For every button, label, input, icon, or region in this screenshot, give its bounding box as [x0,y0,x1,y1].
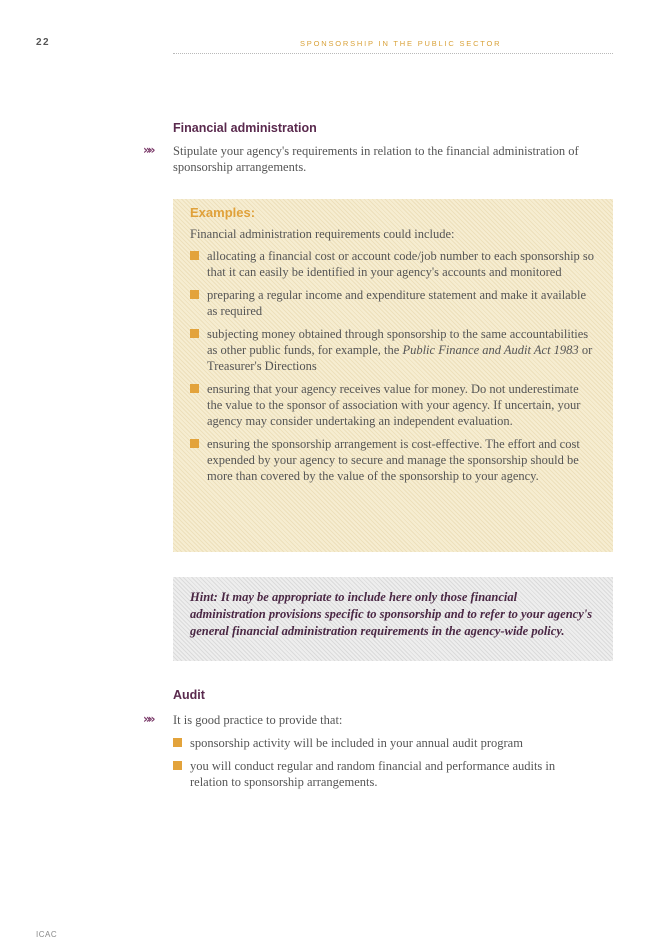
square-bullet-icon [190,251,199,260]
audit-intro-paragraph: It is good practice to provide that: [173,713,343,727]
examples-list [190,248,595,484]
financial-intro-paragraph: Stipulate your agency's requirements in relation to the financial administration of sponsorship arrangements. [173,144,579,174]
audit-heading: Audit [173,688,205,702]
list-item-text: preparing a regular income and expenditure statement and make it available as required [207,288,587,318]
examples-box [173,199,613,552]
double-chevron-icon: »» [143,143,153,157]
list-item [190,326,595,374]
footer-logo-text: ICAC [36,930,58,939]
list-item-text: subjecting money obtained through sponsorship to the same accountabilities as other public funds, for example, the [207,327,589,357]
header-divider [173,53,613,54]
square-bullet-icon [190,329,199,338]
audit-list [173,735,593,797]
square-bullet-icon [190,384,199,393]
double-chevron-icon: »» [143,712,153,726]
list-item-text: you will conduct regular and random financial and performance audits in relation to sponsorship arrangements. [190,759,556,789]
list-item [190,248,595,280]
page-number: 22 [36,37,51,48]
square-bullet-icon [190,439,199,448]
list-item [173,758,593,790]
list-item-text-end: or Treasurer's Directions [207,343,593,373]
list-item [190,287,595,319]
square-bullet-icon [173,761,182,770]
square-bullet-icon [190,290,199,299]
list-item-text: sponsorship activity will be included in your annual audit program [190,736,523,750]
list-item [190,436,595,484]
list-item-text: ensuring that your agency receives value for money. Do not underestimate the value to the sponsor of association with your agency. If uncertain, your agency may consider undertaking an independent evaluation. [207,382,581,428]
list-item [173,735,593,751]
square-bullet-icon [173,738,182,747]
hint-text: Hint: It may be appropriate to include here only those financial administration provisions specific to sponsorship and to refer to your agency's general financial administration requirements in the agency-wide policy. [190,590,593,638]
hint-box [173,577,613,661]
running-header: SPONSORSHIP IN THE PUBLIC SECTOR [300,39,502,48]
list-item-text: ensuring the sponsorship arrangement is cost-effective. The effort and cost expended by your agency to secure and manage the sponsorship should be more than covered by the value of the sponsorship to your agency. [207,437,580,483]
examples-title: Examples: [190,205,256,220]
list-item-text: allocating a financial cost or account code/job number to each sponsorship so that it can easily be identified in your agency's accounts and monitored [207,249,595,279]
list-item [190,381,595,429]
examples-intro: Financial administration requirements could include: [190,227,455,241]
act-title: Public Finance and Audit Act 1983 [402,343,579,357]
financial-administration-heading: Financial administration [173,121,317,135]
